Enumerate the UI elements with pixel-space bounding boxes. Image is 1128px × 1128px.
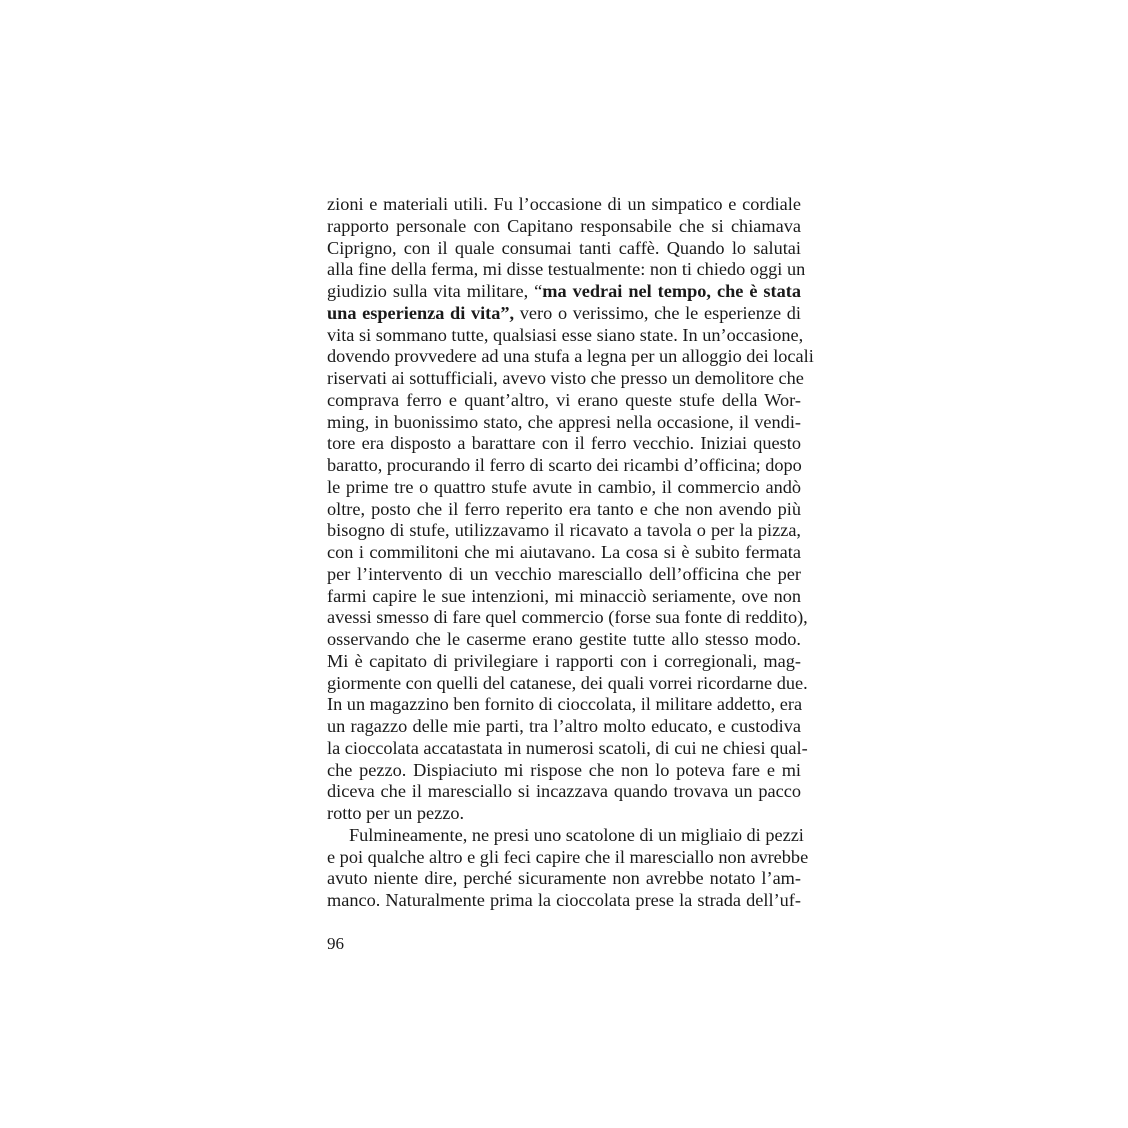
paragraph-start-line: Fulmineamente, ne presi uno scatolone di un migliaio di pezzi <box>349 824 804 845</box>
text-line: Mi è capitato di privilegiare i rapporti con i corregionali, mag- <box>327 650 801 671</box>
text-line: ming, in buonissimo stato, che appresi nella occasione, il vendi- <box>327 411 801 432</box>
text-line: vita si sommano tutte, qualsiasi esse siano state. In un’occasione, <box>327 324 804 345</box>
text-line: alla fine della ferma, mi disse testualmente: non ti chiedo oggi un <box>327 259 806 280</box>
bold-quote: una esperienza di vita”, <box>327 302 515 323</box>
text-line: le prime tre o quattro stufe avute in cambio, il commercio andò <box>327 476 801 497</box>
text-line: la cioccolata accatastata in numerosi scatoli, di cui ne chiesi qual- <box>327 737 808 758</box>
text-line: e poi qualche altro e gli feci capire che il maresciallo non avrebbe <box>327 846 809 867</box>
text-line: tore era disposto a barattare con il ferro vecchio. Iniziai questo <box>327 433 801 454</box>
text-segment: giudizio sulla vita militare, “ <box>327 281 543 301</box>
text-line: oltre, posto che il ferro reperito era tanto e che non avendo più <box>327 498 801 519</box>
text-line <box>327 303 801 325</box>
text-line <box>327 281 801 303</box>
page-number: 96 <box>327 934 344 953</box>
text-line: diceva che il maresciallo si incazzava quando trovava un pacco <box>327 781 801 802</box>
text-line: un ragazzo delle mie parti, tra l’altro molto educato, e custodiva <box>327 716 801 736</box>
text-line: farmi capire le sue intenzioni, mi minacciò seriamente, ove non <box>327 585 801 606</box>
text-line: In un magazzino ben fornito di cioccolata, il militare addetto, era <box>327 694 803 715</box>
paragraph-end-line: rotto per un pezzo. <box>327 803 465 823</box>
text-line: con i commilitoni che mi aiutavano. La cosa si è subito fermata <box>327 542 801 562</box>
bold-quote: ma vedrai nel tempo, che è stata <box>542 281 801 301</box>
text-line: zioni e materiali utili. Fu l’occasione di un simpatico e cordiale <box>327 194 801 214</box>
text-line: baratto, procurando il ferro di scarto dei ricambi d’officina; dopo <box>327 455 802 475</box>
text-line: riservati ai sottufficiali, avevo visto che presso un demolitore che <box>327 368 804 388</box>
text-line: manco. Naturalmente prima la cioccolata prese la strada dell’uf- <box>327 890 801 910</box>
text-line: dovendo provvedere ad una stufa a legna per un alloggio dei locali <box>327 346 814 367</box>
text-line: giormente con quelli del catanese, dei quali vorrei ricordarne due. <box>327 672 808 693</box>
text-line: per l’intervento di un vecchio maresciallo dell’officina che per <box>327 563 801 584</box>
text-line: rapporto personale con Capitano responsabile che si chiamava <box>327 215 801 236</box>
body-text <box>327 194 814 912</box>
text-line: comprava ferro e quant’altro, vi erano queste stufe della Wor- <box>327 389 801 410</box>
text-line: osservando che le caserme erano gestite tutte allo stesso modo. <box>327 629 801 649</box>
text-line: avuto niente dire, perché sicuramente non avrebbe notato l’am- <box>327 868 801 889</box>
text-segment: vero o verissimo, che le esperienze di <box>514 302 801 323</box>
text-line: bisogno di stufe, utilizzavamo il ricavato a tavola o per la pizza, <box>327 520 801 541</box>
text-line: Ciprigno, con il quale consumai tanti caffè. Quando lo salutai <box>327 237 801 258</box>
text-line: che pezzo. Dispiaciuto mi rispose che non lo poteva fare e mi <box>327 759 801 780</box>
text-line: avessi smesso di fare quel commercio (forse sua fonte di reddito), <box>327 607 808 628</box>
